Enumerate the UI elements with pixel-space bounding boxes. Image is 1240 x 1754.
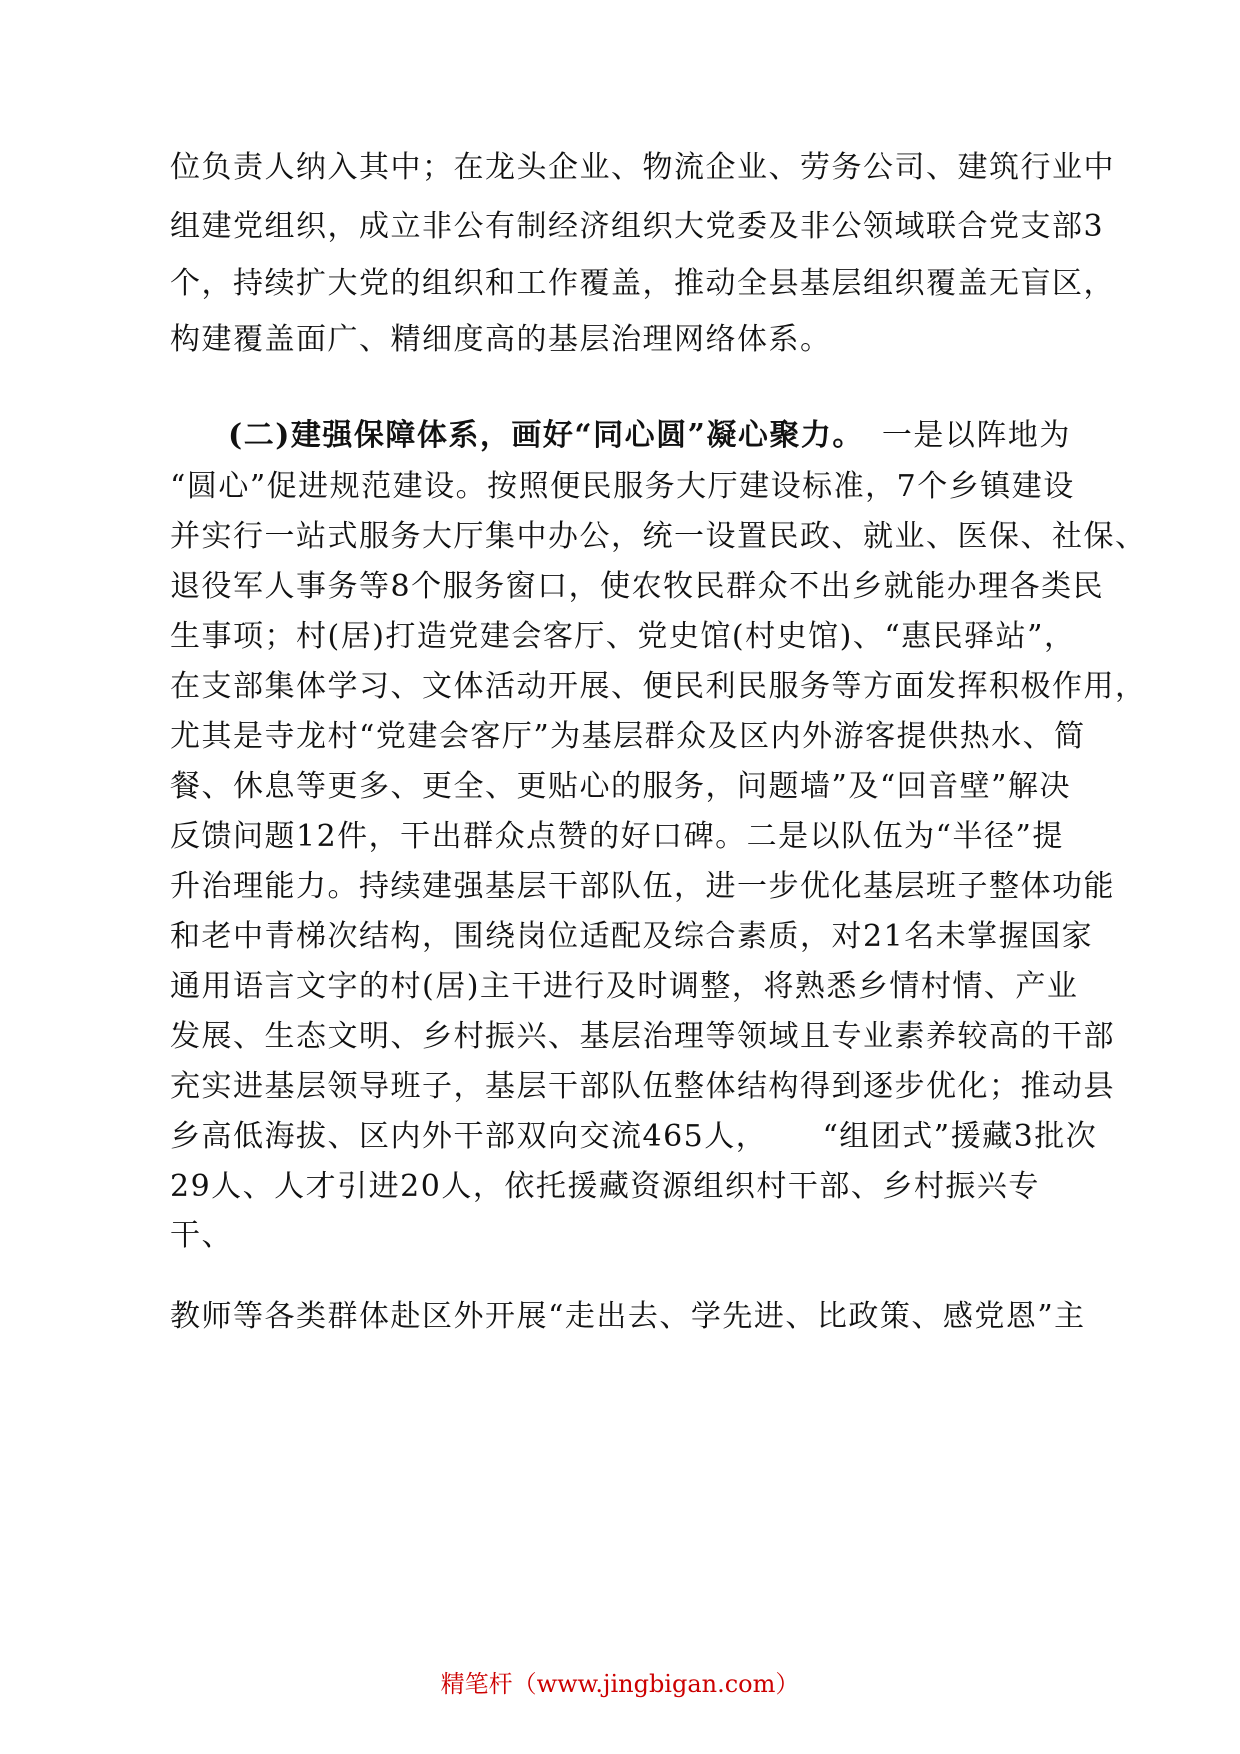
section-heading: (二)建强保障体系，画好“同心圆”凝心聚力。 (228, 418, 864, 453)
text-line (0, 867, 1240, 907)
line-text: 构建覆盖面广、精细度高的基层治理网络体系。 (170, 322, 832, 357)
text-line (0, 264, 1240, 304)
text-line (0, 467, 1240, 507)
text-line (0, 717, 1240, 757)
text-line (0, 207, 1240, 247)
line-text: 干、 (170, 1218, 233, 1253)
line-text: “圆心”促进规范建设。按照便民服务大厅建设标准，7个乡镇建设 (170, 469, 1075, 504)
line-text: 和老中青梯次结构，围绕岗位适配及综合素质，对21名未掌握国家 (170, 919, 1094, 954)
text-line (0, 517, 1240, 557)
line-text: 组建党组织，成立非公有制经济组织大党委及非公领域联合党支部3 (170, 209, 1105, 244)
text-line (0, 1297, 1240, 1337)
text-line (0, 320, 1240, 360)
text-line (0, 917, 1240, 957)
line-text: 一是以阵地为 (881, 418, 1071, 453)
line-text: 通用语言文字的村(居)主干进行及时调整，将熟悉乡情村情、产业 (170, 969, 1079, 1004)
line-text: 餐、休息等更多、更全、更贴心的服务，问题墙”及“回音壁”解决 (170, 769, 1072, 804)
text-line (0, 817, 1240, 857)
line-text: 充实进基层领导班子，基层干部队伍整体结构得到逐步优化；推动县 (170, 1069, 1115, 1104)
line-text: 个，持续扩大党的组织和工作覆盖，推动全县基层组织覆盖无盲区， (170, 266, 1115, 301)
text-line (0, 1167, 1240, 1207)
text-line (0, 1067, 1240, 1107)
text-line (0, 416, 1240, 456)
footer-watermark: 精笔杆（www.jingbigan.com） (440, 1670, 800, 1698)
text-line (0, 148, 1240, 188)
line-text: 升治理能力。持续建强基层干部队伍，进一步优化基层班子整体功能 (170, 869, 1115, 904)
text-line (0, 617, 1240, 657)
line-text: 29人、人才引进20人，依托援藏资源组织村干部、乡村振兴专 (170, 1169, 1040, 1204)
text-line (0, 1216, 1240, 1256)
line-text: 在支部集体学习、文体活动开展、便民利民服务等方面发挥积极作用， (170, 669, 1147, 704)
line-text: 退役军人事务等8个服务窗口，使农牧民群众不出乡就能办理各类民 (170, 569, 1105, 604)
text-line (0, 967, 1240, 1007)
line-text: 尤其是寺龙村“党建会客厅”为基层群众及区内外游客提供热水、简 (170, 719, 1086, 754)
text-line (0, 767, 1240, 807)
line-text: 并实行一站式服务大厅集中办公，统一设置民政、就业、医保、社保、 (170, 519, 1147, 554)
line-text: 乡高低海拔、区内外干部双向交流465人， “组团式”援藏3批次 (170, 1119, 1098, 1154)
text-line (0, 1017, 1240, 1057)
line-text: 位负责人纳入其中；在龙头企业、物流企业、劳务公司、建筑行业中 (170, 150, 1115, 185)
line-text: 教师等各类群体赴区外开展“走出去、学先进、比政策、感党恩”主 (170, 1299, 1086, 1334)
text-line (0, 667, 1240, 707)
line-text: 发展、生态文明、乡村振兴、基层治理等领域且专业素养较高的干部 (170, 1019, 1115, 1054)
line-text: 生事项；村(居)打造党建会客厅、党史馆(村史馆)、“惠民驿站”， (170, 619, 1076, 654)
text-line (0, 1117, 1240, 1157)
text-line (0, 567, 1240, 607)
line-text: 反馈问题12件，干出群众点赞的好口碑。二是以队伍为“半径”提 (170, 819, 1064, 854)
